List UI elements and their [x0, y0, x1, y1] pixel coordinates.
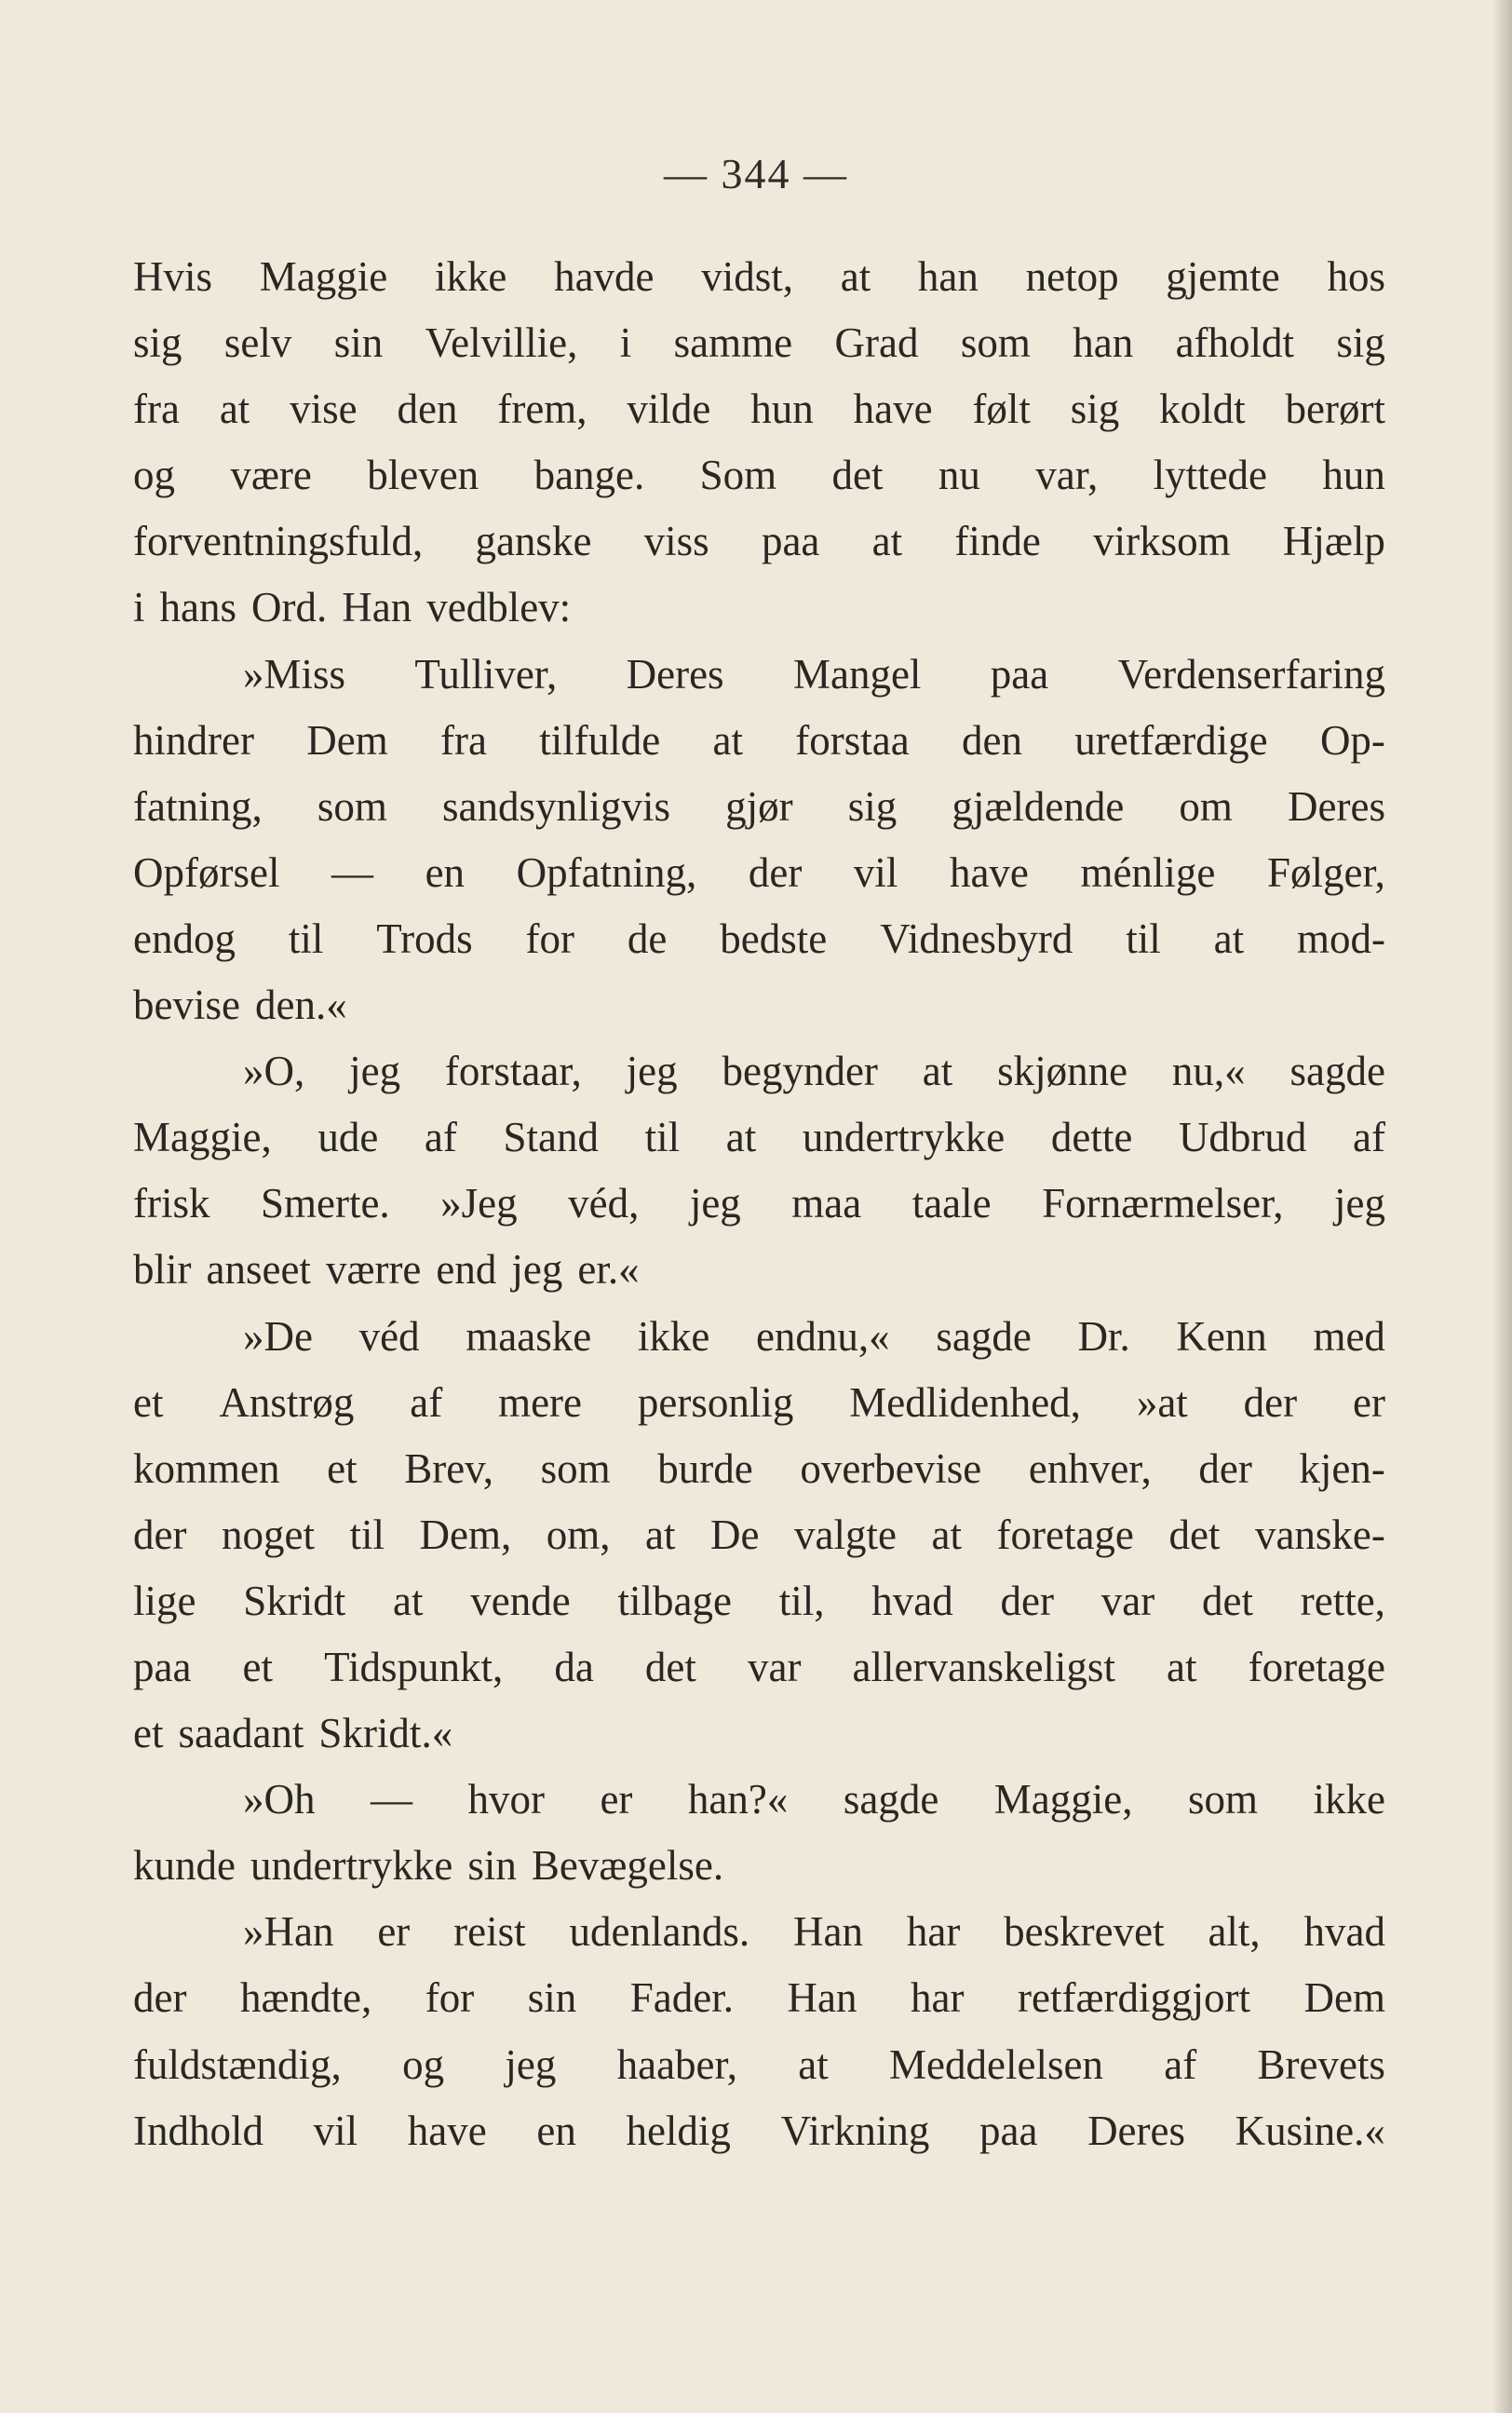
word: De — [710, 1511, 760, 1558]
word: berørt — [1285, 386, 1385, 433]
word: jeg — [689, 1180, 741, 1227]
word: kunde — [133, 1842, 236, 1890]
word: alt, — [1208, 1908, 1261, 1956]
word: »Miss — [243, 650, 346, 698]
word: vanske- — [1254, 1511, 1385, 1558]
word: Han — [342, 584, 412, 631]
word: afholdt — [1175, 319, 1295, 367]
word: det — [1168, 1511, 1221, 1558]
word: nu — [938, 452, 980, 499]
word: dette — [1050, 1114, 1133, 1161]
word: gjældende — [952, 782, 1125, 830]
word: et — [242, 1643, 274, 1690]
word: paa — [133, 1643, 192, 1690]
word: hvor — [467, 1776, 545, 1823]
body-text — [133, 244, 1385, 2164]
word: Kenn — [1176, 1312, 1267, 1360]
word: heldig — [626, 2107, 731, 2154]
text-line — [133, 244, 1385, 310]
word: jeg — [349, 1048, 401, 1095]
word: Virkning — [780, 2107, 930, 2154]
word: allervanskeligst — [852, 1643, 1115, 1690]
text-line — [133, 575, 1385, 641]
word: noget — [221, 1511, 315, 1558]
word: »De — [243, 1312, 313, 1360]
word: var, — [1035, 452, 1099, 499]
word: hvad — [871, 1577, 953, 1624]
word: var — [747, 1643, 802, 1690]
word: Mangel — [792, 650, 922, 698]
text-line — [133, 2032, 1385, 2098]
word: et — [133, 1378, 164, 1426]
word: Op- — [1319, 716, 1385, 764]
word: have — [853, 386, 933, 433]
word: personlig — [637, 1378, 794, 1426]
word: der — [1000, 1577, 1054, 1624]
text-line — [133, 310, 1385, 376]
word: sig — [1070, 386, 1120, 433]
word: Han — [793, 1908, 864, 1956]
word: sig — [847, 782, 898, 830]
word: er — [377, 1908, 411, 1956]
word: undertrykke — [250, 1842, 453, 1890]
word: ikke — [637, 1312, 710, 1360]
word: Medlidenhed, — [849, 1378, 1081, 1426]
word: vil — [313, 2107, 358, 2154]
word: Brevets — [1257, 2040, 1385, 2088]
word: ganske — [475, 518, 592, 565]
word: Indhold — [133, 2107, 263, 2154]
word: hændte, — [239, 1974, 372, 2022]
word: kommen — [133, 1444, 280, 1492]
word: Udbrud — [1178, 1114, 1307, 1161]
word: Kusine.« — [1235, 2107, 1385, 2154]
word: at — [840, 253, 871, 300]
word: sin — [527, 1974, 577, 2022]
word: viss — [643, 518, 709, 565]
word: er — [600, 1776, 633, 1823]
word: sig — [133, 319, 182, 367]
word: Tulliver, — [414, 650, 558, 698]
word: jeg — [1334, 1180, 1385, 1227]
word: Opfatning, — [516, 848, 697, 896]
text-line — [133, 1237, 1385, 1303]
word: Dem, — [419, 1511, 512, 1558]
word: der — [133, 1974, 187, 2022]
word: forstaar, — [444, 1048, 582, 1095]
word: Skridt — [243, 1577, 346, 1624]
word: at — [645, 1511, 676, 1558]
word: hun — [1322, 452, 1385, 499]
word: være — [230, 452, 312, 499]
word: frisk — [133, 1180, 210, 1227]
text-line — [133, 2098, 1385, 2164]
word: Smerte. — [260, 1180, 390, 1227]
word: da — [554, 1643, 594, 1690]
text-line — [133, 906, 1385, 972]
text-line — [133, 1038, 1385, 1105]
text-line — [133, 1899, 1385, 1965]
text-line — [133, 508, 1385, 575]
word: som — [540, 1444, 611, 1492]
text-line — [133, 1370, 1385, 1436]
word: den — [961, 716, 1022, 764]
word: samme — [673, 319, 793, 367]
word: til — [288, 915, 324, 962]
word: Dr. — [1077, 1312, 1130, 1360]
word: frem, — [497, 386, 587, 433]
word: til — [644, 1114, 681, 1161]
word: at — [922, 1048, 953, 1095]
text-line — [133, 708, 1385, 774]
word: fatning, — [133, 782, 263, 830]
word: lyttede — [1153, 452, 1268, 499]
text-line — [133, 1436, 1385, 1502]
word: en — [536, 2107, 576, 2154]
word: bange. — [533, 452, 645, 499]
word: »Oh — [243, 1776, 316, 1823]
word: Ord. — [251, 584, 328, 631]
word: han — [917, 253, 979, 300]
word: Vidnesbyrd — [880, 915, 1073, 962]
word: Meddelelsen — [889, 2040, 1103, 2088]
word: har — [911, 1974, 965, 2022]
word: uretfærdige — [1074, 716, 1268, 764]
word: undertrykke — [802, 1114, 1006, 1161]
word: jeg — [626, 1048, 678, 1095]
word: som — [1188, 1776, 1259, 1823]
text-line — [133, 840, 1385, 906]
word: kjen- — [1299, 1444, 1385, 1492]
word: fra — [133, 386, 180, 433]
word: vise — [290, 386, 358, 433]
text-line — [133, 1701, 1385, 1767]
word: et — [327, 1444, 358, 1492]
word: det — [1202, 1577, 1253, 1624]
word: nu,« — [1171, 1048, 1246, 1095]
word: véd, — [568, 1180, 640, 1227]
word: hvad — [1303, 1908, 1385, 1956]
word: af — [1353, 1114, 1385, 1161]
word: der — [1198, 1444, 1252, 1492]
word: bedste — [720, 915, 828, 962]
word: det — [644, 1643, 696, 1690]
word: Maggie, — [133, 1114, 272, 1161]
word: gjør — [725, 782, 793, 830]
word: at — [1213, 915, 1245, 962]
word: véd — [358, 1312, 420, 1360]
word: sagde — [1289, 1048, 1385, 1095]
word: med — [1313, 1312, 1385, 1360]
word: gjemte — [1166, 253, 1280, 300]
word: til — [349, 1511, 385, 1558]
word: virksom — [1093, 518, 1231, 565]
word: taale — [911, 1180, 992, 1227]
text-line — [133, 1767, 1385, 1833]
word: og — [133, 452, 175, 499]
word: hindrer — [133, 716, 254, 764]
word: sig — [1336, 319, 1385, 367]
word: at — [871, 518, 903, 565]
text-line — [133, 1833, 1385, 1899]
word: om, — [546, 1511, 611, 1558]
word: Hvis — [133, 253, 213, 300]
word: forstaa — [795, 716, 910, 764]
word: retfærdiggjort — [1018, 1974, 1250, 2022]
word: Maggie — [259, 253, 388, 300]
text-line — [133, 972, 1385, 1038]
word: Fader. — [629, 1974, 735, 2022]
word: Deres — [1288, 782, 1385, 830]
word: sin — [333, 319, 384, 367]
word: af — [410, 1378, 443, 1426]
word: af — [424, 1114, 457, 1161]
word: jeg — [511, 1246, 563, 1294]
word: at — [1167, 1643, 1197, 1690]
page-number: — 344 — — [664, 150, 848, 197]
word: at — [219, 386, 250, 433]
word: hans — [159, 584, 237, 631]
word: paa — [761, 518, 820, 565]
word: Deres — [626, 650, 724, 698]
word: »at — [1136, 1378, 1188, 1426]
word: og — [402, 2040, 445, 2088]
word: i — [619, 319, 632, 367]
word: fra — [440, 716, 487, 764]
word: — — [331, 848, 374, 896]
text-line — [133, 774, 1385, 840]
word: tilfulde — [539, 716, 661, 764]
word: den — [397, 386, 458, 433]
word: var — [1100, 1577, 1155, 1624]
word: at — [798, 2040, 829, 2088]
word: sagde — [843, 1776, 939, 1823]
word: de — [627, 915, 668, 962]
word: af — [1164, 2040, 1197, 2088]
word: har — [906, 1908, 961, 1956]
word: saadant — [178, 1710, 304, 1757]
word: anseet — [206, 1246, 311, 1294]
word: følt — [972, 386, 1031, 433]
word: vidst, — [701, 253, 794, 300]
word: at — [393, 1577, 424, 1624]
word: er — [1353, 1378, 1385, 1426]
word: »O, — [243, 1048, 305, 1095]
text-line — [133, 1502, 1385, 1568]
word: Verdenserfaring — [1117, 650, 1385, 698]
word: foretage — [1248, 1643, 1385, 1690]
word: som — [960, 319, 1031, 367]
word: Maggie, — [993, 1776, 1133, 1823]
word: Hjælp — [1282, 518, 1385, 565]
word: forventningsfuld, — [133, 518, 424, 565]
word: — — [370, 1776, 412, 1823]
word: der — [1243, 1378, 1298, 1426]
word: have — [949, 848, 1029, 896]
word: enhver, — [1028, 1444, 1152, 1492]
word: Brev, — [404, 1444, 493, 1492]
word: selv — [223, 319, 292, 367]
word: skjønne — [997, 1048, 1128, 1095]
word: ménlige — [1080, 848, 1216, 896]
word: koldt — [1159, 386, 1246, 433]
word: rette, — [1300, 1577, 1385, 1624]
word: Grad — [834, 319, 919, 367]
word: maaske — [466, 1312, 592, 1360]
word: Bevægelse. — [531, 1842, 724, 1890]
word: lige — [133, 1577, 196, 1624]
word: ikke — [1313, 1776, 1385, 1823]
word: Som — [699, 452, 777, 499]
text-line — [133, 1634, 1385, 1701]
word: han — [1073, 319, 1134, 367]
word: den.« — [254, 982, 347, 1029]
word: valgte — [794, 1511, 897, 1558]
word: til — [1126, 915, 1161, 962]
word: beskrevet — [1004, 1908, 1165, 1956]
word: der — [133, 1511, 187, 1558]
word: jeg — [505, 2040, 557, 2088]
word: vende — [470, 1577, 571, 1624]
word: Han — [787, 1974, 857, 2022]
word: til, — [778, 1577, 825, 1624]
word: at — [931, 1511, 962, 1558]
word: reist — [453, 1908, 526, 1956]
word: om — [1179, 782, 1233, 830]
word: netop — [1025, 253, 1119, 300]
word: Dem — [306, 716, 388, 764]
word: finde — [954, 518, 1041, 565]
text-line — [133, 442, 1385, 508]
word: »Jeg — [440, 1180, 518, 1227]
word: ude — [317, 1114, 379, 1161]
word: ikke — [434, 253, 507, 300]
word: maa — [791, 1180, 862, 1227]
word: mod- — [1297, 915, 1385, 962]
word: mere — [498, 1378, 583, 1426]
text-line — [133, 1304, 1385, 1370]
word: Stand — [503, 1114, 600, 1161]
text-line — [133, 642, 1385, 708]
word: Skridt.« — [318, 1710, 453, 1757]
text-line — [133, 1105, 1385, 1171]
word: hun — [750, 386, 814, 433]
text-line — [133, 376, 1385, 442]
word: Tidspunkt, — [324, 1643, 504, 1690]
word: en — [425, 848, 466, 896]
word: endog — [133, 915, 236, 962]
word: fuldstændig, — [133, 2040, 342, 2088]
word: han?« — [687, 1776, 789, 1823]
word: værre — [325, 1246, 422, 1294]
word: sagde — [936, 1312, 1032, 1360]
word: Følger, — [1266, 848, 1385, 896]
word: Velvillie, — [425, 319, 578, 367]
word: vil — [853, 848, 898, 896]
word: bleven — [367, 452, 479, 499]
word: begynder — [722, 1048, 878, 1095]
word: Deres — [1087, 2107, 1186, 2154]
word: tilbage — [617, 1577, 732, 1624]
word: der — [748, 848, 803, 896]
word: hos — [1327, 253, 1385, 300]
word: Opførsel — [133, 848, 280, 896]
word: burde — [657, 1444, 753, 1492]
word: udenlands. — [569, 1908, 750, 1956]
word: et — [133, 1710, 164, 1757]
word: blir — [133, 1246, 192, 1294]
word: Dem — [1303, 1974, 1385, 2022]
text-line — [133, 1171, 1385, 1237]
word: sandsynligvis — [441, 782, 670, 830]
word: for — [425, 1974, 475, 2022]
word: bevise — [133, 982, 240, 1029]
word: have — [407, 2107, 487, 2154]
word: sin — [467, 1842, 517, 1890]
word: Anstrøg — [219, 1378, 355, 1426]
word: paa — [979, 2107, 1038, 2154]
word: Fornærmelser, — [1042, 1180, 1284, 1227]
word: foretage — [996, 1511, 1134, 1558]
word: endnu,« — [755, 1312, 890, 1360]
word: vedblev: — [426, 584, 572, 631]
word: overbevise — [800, 1444, 982, 1492]
word: vilde — [627, 386, 711, 433]
word: i — [133, 584, 145, 631]
word: at — [712, 716, 743, 764]
word: som — [317, 782, 387, 830]
word: er.« — [577, 1246, 640, 1294]
page-edge-shadow — [1492, 0, 1512, 2413]
text-line — [133, 1965, 1385, 2031]
word: »Han — [243, 1908, 334, 1956]
word: at — [725, 1114, 757, 1161]
word: end — [436, 1246, 497, 1294]
word: haaber, — [616, 2040, 737, 2088]
word: Trods — [376, 915, 473, 962]
word: det — [831, 452, 884, 499]
word: paa — [990, 650, 1049, 698]
word: havde — [554, 253, 655, 300]
word: for — [525, 915, 575, 962]
text-line — [133, 1568, 1385, 1634]
